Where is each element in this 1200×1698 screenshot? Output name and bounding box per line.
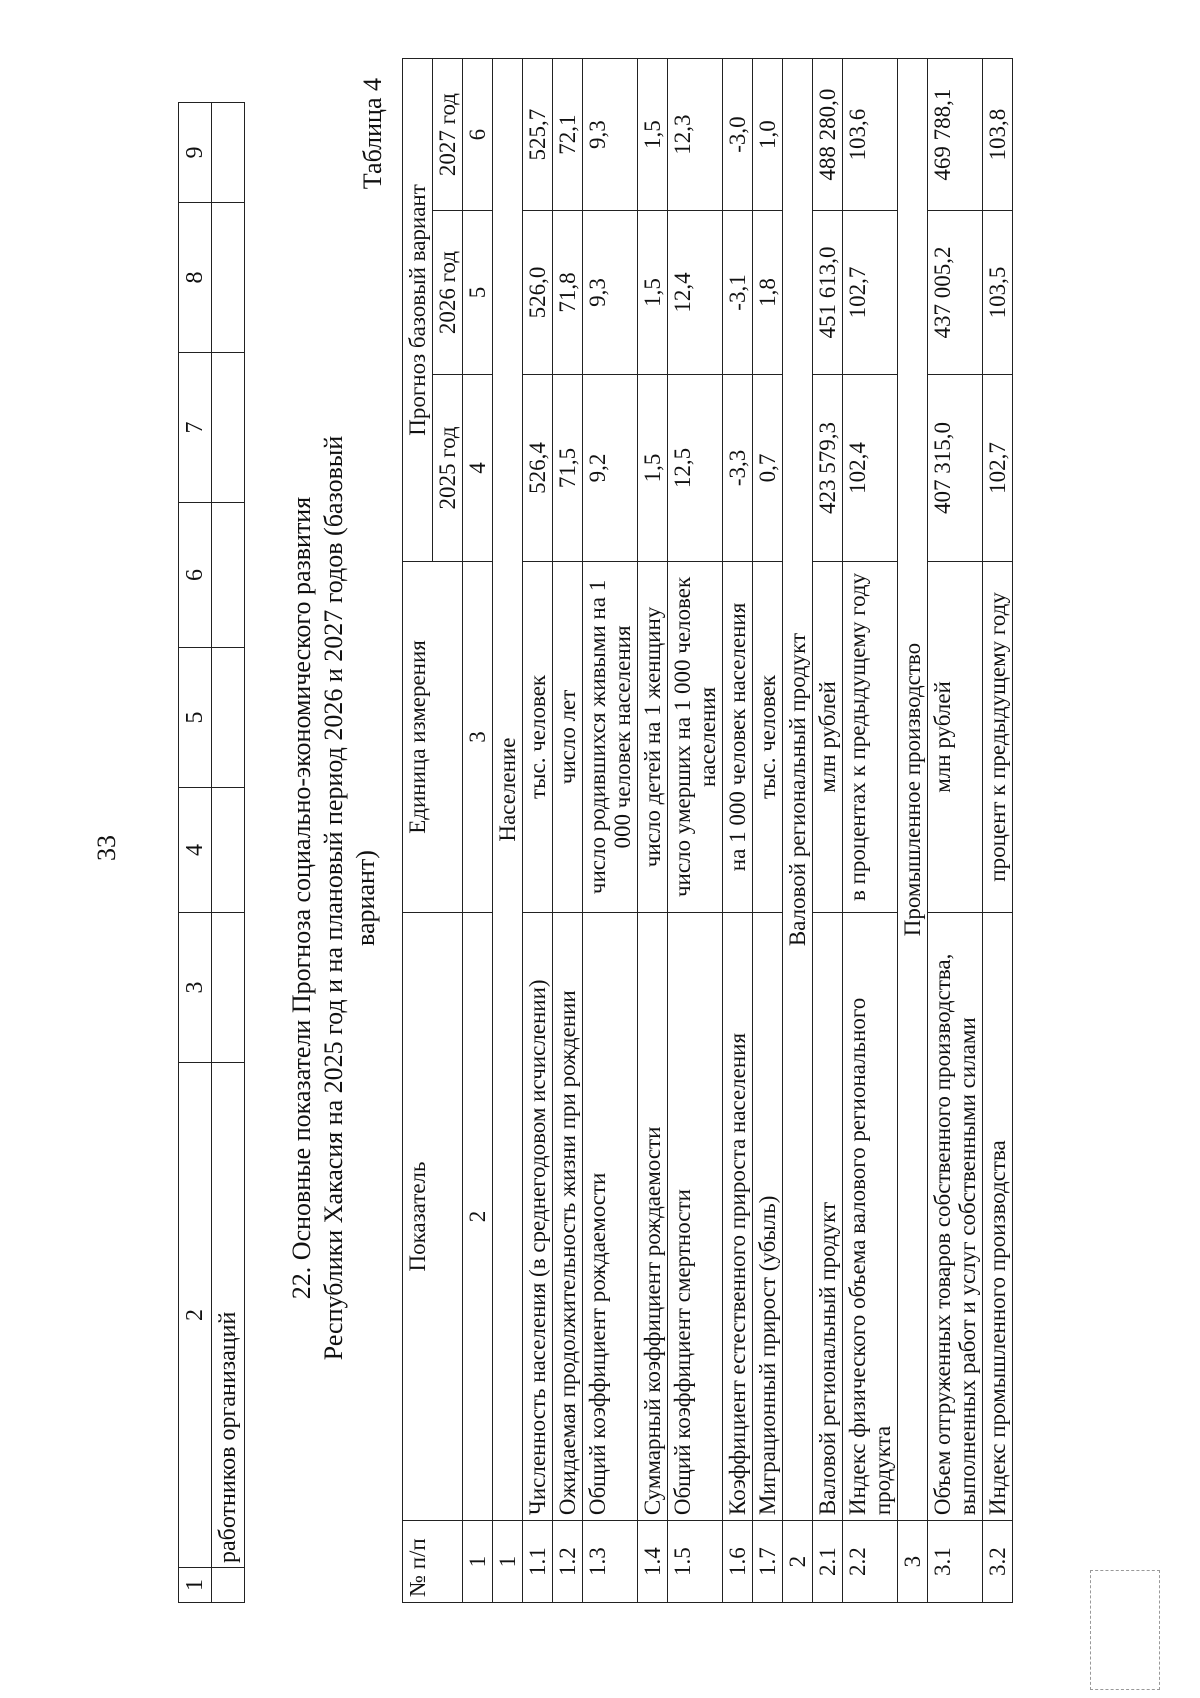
prev-cell: [212, 353, 245, 503]
row-indicator: Коэффициент естественного прироста населения: [723, 912, 753, 1520]
column-index: 4: [463, 374, 493, 561]
prev-cell-text: работников организаций: [212, 1063, 245, 1568]
header-num: № п/п: [403, 1521, 463, 1603]
row-value-2026: 71,8: [553, 211, 583, 375]
prev-cell: [212, 1568, 245, 1603]
section-heading: Промышленное производство: [898, 59, 928, 1521]
row-value-2025: 526,4: [523, 374, 553, 561]
row-value-2025: 9,2: [583, 374, 638, 561]
row-value-2027: 9,3: [583, 59, 638, 211]
table-row: [983, 59, 1013, 1603]
row-indicator: Суммарный коэффициент рождаемости: [638, 912, 668, 1520]
section-row-population: [493, 59, 523, 1603]
row-num: 1.1: [523, 1521, 553, 1603]
row-value-2027: 488 280,0: [813, 59, 843, 211]
row-unit: число лет: [553, 562, 583, 913]
row-unit: млн рублей: [928, 562, 983, 913]
row-num: 1.3: [583, 1521, 638, 1603]
section-heading: Валовой региональный продукт: [783, 59, 813, 1521]
row-value-2025: -3,3: [723, 374, 753, 561]
prev-col-index: 4: [179, 788, 212, 913]
row-value-2027: 72,1: [553, 59, 583, 211]
section-num: 1: [493, 1521, 523, 1603]
row-num: 2.2: [843, 1521, 898, 1603]
row-value-2027: 469 788,1: [928, 59, 983, 211]
header-unit: Единица измерения: [403, 562, 463, 913]
column-index: 6: [463, 59, 493, 211]
prev-cell: [212, 203, 245, 353]
row-value-2026: 102,7: [843, 211, 898, 375]
row-value-2027: 525,7: [523, 59, 553, 211]
row-indicator: Общий коэффициент рождаемости: [583, 912, 638, 1520]
row-value-2026: 526,0: [523, 211, 553, 375]
column-index: 2: [463, 912, 493, 1520]
row-value-2025: 71,5: [553, 374, 583, 561]
table-header-row: [403, 59, 433, 1603]
row-indicator: Валовой региональный продукт: [813, 912, 843, 1520]
table-row: [813, 59, 843, 1603]
row-value-2027: 12,3: [668, 59, 723, 211]
row-unit: число детей на 1 женщину: [638, 562, 668, 913]
section-row-industry: [898, 59, 928, 1603]
row-unit: млн рублей: [813, 562, 843, 913]
row-value-2027: -3,0: [723, 59, 753, 211]
prev-table-row: [212, 103, 245, 1603]
header-indicator: Показатель: [403, 912, 463, 1520]
table-row: [523, 59, 553, 1603]
header-year-2026: 2026 год: [433, 211, 463, 375]
row-unit: в процентах к предыдущему году: [843, 562, 898, 913]
table-row: [668, 59, 723, 1603]
row-value-2027: 1,5: [638, 59, 668, 211]
section-row-grp: [783, 59, 813, 1603]
prev-col-index: 5: [179, 648, 212, 788]
row-indicator: Индекс промышленного производства: [983, 912, 1013, 1520]
page-number: 33: [92, 835, 121, 861]
row-indicator: Миграционный прирост (убыль): [753, 912, 783, 1520]
row-value-2027: 103,8: [983, 59, 1013, 211]
prev-col-index: 8: [179, 203, 212, 353]
row-num: 1.5: [668, 1521, 723, 1603]
row-value-2025: 407 315,0: [928, 374, 983, 561]
table-row: [638, 59, 668, 1603]
prev-cell: [212, 648, 245, 788]
row-num: 1.7: [753, 1521, 783, 1603]
table-row: [553, 59, 583, 1603]
row-num: 1.2: [553, 1521, 583, 1603]
row-indicator: Общий коэффициент смертности: [668, 912, 723, 1520]
section-title-line-1: 22. Основные показатели Прогноза социально-экономического развития: [287, 496, 316, 1300]
row-value-2027: 103,6: [843, 59, 898, 211]
column-index-row: [463, 59, 493, 1603]
row-indicator: Численность населения (в среднегодовом исчислении): [523, 912, 553, 1520]
prev-col-index: 1: [179, 1568, 212, 1603]
row-value-2025: 423 579,3: [813, 374, 843, 561]
row-unit: тыс. человек: [753, 562, 783, 913]
registration-stamp: [1090, 1570, 1160, 1690]
row-value-2026: 437 005,2: [928, 211, 983, 375]
prev-col-index: 6: [179, 503, 212, 648]
header-year-2025: 2025 год: [433, 374, 463, 561]
prev-table-header-row: [179, 103, 212, 1603]
table-row: [723, 59, 753, 1603]
row-value-2026: 9,3: [583, 211, 638, 375]
table-label: Таблица 4: [358, 78, 387, 190]
row-value-2026: 12,4: [668, 211, 723, 375]
column-index: 5: [463, 211, 493, 375]
section-num: 2: [783, 1521, 813, 1603]
prev-col-index: 7: [179, 353, 212, 503]
row-unit: число умерших на 1 000 человек населения: [668, 562, 723, 913]
prev-cell: [212, 913, 245, 1063]
previous-table-fragment: [178, 102, 245, 1603]
row-unit: число родившихся живыми на 1 000 человек населения: [583, 562, 638, 913]
table-row: [928, 59, 983, 1603]
prev-col-index: 2: [179, 1063, 212, 1568]
table-row: [843, 59, 898, 1603]
row-value-2025: 102,4: [843, 374, 898, 561]
prev-cell: [212, 788, 245, 913]
table-row: [753, 59, 783, 1603]
section-heading: Население: [493, 59, 523, 1521]
header-forecast: Прогноз базовый вариант: [403, 59, 433, 562]
row-num: 1.6: [723, 1521, 753, 1603]
row-indicator: Ожидаемая продолжительность жизни при рождении: [553, 912, 583, 1520]
row-value-2026: 1,5: [638, 211, 668, 375]
row-unit: процент к предыдущему году: [983, 562, 1013, 913]
column-index: 3: [463, 562, 493, 913]
section-title: [286, 398, 382, 1398]
row-value-2026: 103,5: [983, 211, 1013, 375]
row-value-2027: 1,0: [753, 59, 783, 211]
prev-cell: [212, 103, 245, 203]
row-indicator: Объем отгруженных товаров собственного производства, выполненных работ и услуг собственными силами: [928, 912, 983, 1520]
row-num: 3.1: [928, 1521, 983, 1603]
table-row: [583, 59, 638, 1603]
row-unit: тыс. человек: [523, 562, 553, 913]
prev-col-index: 3: [179, 913, 212, 1063]
row-num: 3.2: [983, 1521, 1013, 1603]
row-value-2025: 1,5: [638, 374, 668, 561]
prev-cell: [212, 503, 245, 648]
row-value-2025: 0,7: [753, 374, 783, 561]
section-title-line-2: Республики Хакасия на 2025 год и на плановый период 2026 и 2027 годов (базовый вариант): [319, 435, 380, 1361]
row-value-2026: 451 613,0: [813, 211, 843, 375]
row-indicator: Индекс физического объема валового регионального продукта: [843, 912, 898, 1520]
row-num: 2.1: [813, 1521, 843, 1603]
section-num: 3: [898, 1521, 928, 1603]
row-value-2026: -3,1: [723, 211, 753, 375]
column-index: 1: [463, 1521, 493, 1603]
prev-col-index: 9: [179, 103, 212, 203]
row-num: 1.4: [638, 1521, 668, 1603]
row-value-2025: 12,5: [668, 374, 723, 561]
forecast-table: [402, 58, 1013, 1603]
row-value-2025: 102,7: [983, 374, 1013, 561]
header-year-2027: 2027 год: [433, 59, 463, 211]
row-unit: на 1 000 человек населения: [723, 562, 753, 913]
row-value-2026: 1,8: [753, 211, 783, 375]
